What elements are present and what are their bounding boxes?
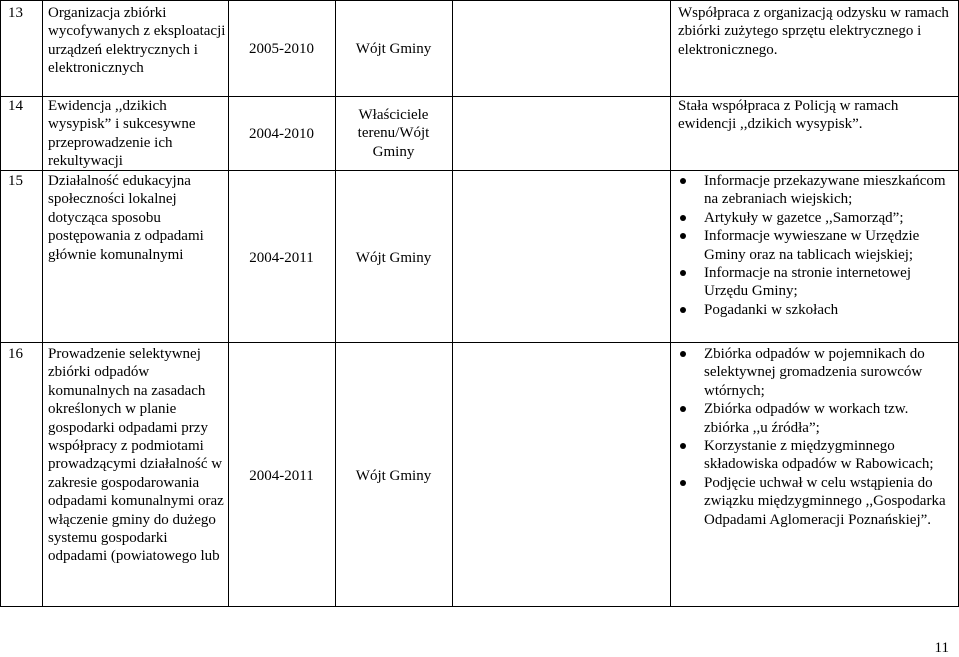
row-number: 15 xyxy=(8,173,23,189)
task-action: Współpraca z organizacją odzysku w ramach zbiórki zużytego sprzętu elektrycznego i elektronicznego. xyxy=(678,5,949,58)
task-period: 2004-2011 xyxy=(249,468,314,484)
task-period: 2004-2011 xyxy=(249,250,314,266)
row-border xyxy=(0,606,959,607)
row-number: 13 xyxy=(8,5,23,21)
row-border xyxy=(0,0,959,1)
column-divider xyxy=(42,0,43,606)
list-item: Podjęcie uchwał w celu wstąpienia do związku międzygminnego ,,Gospodarka Odpadami Aglomeracji Poznańskiej”. xyxy=(678,474,956,529)
column-divider xyxy=(228,0,229,606)
page-number: 11 xyxy=(934,640,949,656)
table-border-left xyxy=(0,0,1,606)
list-item: Pogadanki w szkołach xyxy=(678,301,956,319)
list-item: Informacje na stronie internetowej Urzędu Gminy; xyxy=(678,264,956,301)
list-item: Korzystanie z międzygminnego składowiska odpadów w Rabowicach; xyxy=(678,437,956,474)
column-divider xyxy=(670,0,671,606)
task-responsible: Właściciele terenu/Wójt Gminy xyxy=(357,107,430,160)
task-period: 2005-2010 xyxy=(249,41,314,57)
column-divider xyxy=(335,0,336,606)
list-item: Zbiórka odpadów w pojemnikach do selektywnej gromadzenia surowców wtórnych; xyxy=(678,345,956,400)
row-number: 14 xyxy=(8,98,23,114)
list-item: Informacje przekazywane mieszkańcom na zebraniach wiejskich; xyxy=(678,172,956,209)
task-name: Organizacja zbiórki wycofywanych z eksploatacji urządzeń elektrycznych i elektronicznych xyxy=(48,5,226,77)
task-action: Stała współpraca z Policją w ramach ewidencji ,,dzikich wysypisk”. xyxy=(678,98,899,133)
task-name: Działalność edukacyjna społeczności lokalnej dotycząca sposobu postępowania z odpadami głównie komunalnymi xyxy=(48,173,204,263)
list-item: Informacje wywieszane w Urzędzie Gminy oraz na tablicach wiejskiej; xyxy=(678,227,956,264)
task-responsible: Wójt Gminy xyxy=(355,41,432,57)
task-responsible: Wójt Gminy xyxy=(355,250,432,266)
task-name: Prowadzenie selektywnej zbiórki odpadów komunalnych na zasadach określonych w planie gospodarki odpadami przy współpracy z podmiotami prowadzącymi działalność w zakresie gospodarowania odpadami komunalnymi oraz włączenie gminy do dużego systemu gospodarki odpadami (powiatowego lub xyxy=(48,346,224,565)
task-period: 2004-2010 xyxy=(249,126,314,142)
list-item: Artykuły w gazetce ,,Samorząd”; xyxy=(678,209,956,227)
task-actions-list xyxy=(678,345,956,529)
task-name: Ewidencja ,,dzikich wysypisk” i sukcesywne przeprowadzenie ich rekultywacji xyxy=(48,98,196,170)
task-responsible: Wójt Gminy xyxy=(355,468,432,484)
task-actions-list xyxy=(678,172,956,319)
row-border xyxy=(0,342,959,343)
row-number: 16 xyxy=(8,346,23,362)
column-divider xyxy=(452,0,453,606)
list-item: Zbiórka odpadów w workach tzw. zbiórka ,,u źródła”; xyxy=(678,400,956,437)
